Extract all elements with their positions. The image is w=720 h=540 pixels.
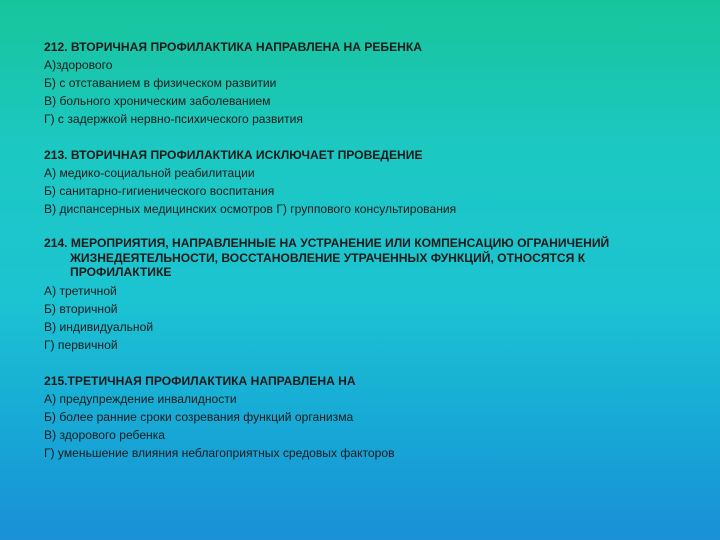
question-212 xyxy=(44,38,684,128)
question-title: 215.ТРЕТИЧНАЯ ПРОФИЛАКТИКА НАПРАВЛЕНА НА xyxy=(44,373,356,388)
answer-option-d: Г) первичной xyxy=(44,337,118,352)
question-213 xyxy=(44,146,684,218)
answer-option-d: Г) с задержкой нервно-психического развития xyxy=(44,112,303,126)
answer-option-c: В) здорового ребенка xyxy=(44,427,166,442)
slide-content xyxy=(44,38,684,480)
answer-option-d: Г) уменьшение влияния неблагоприятных средовых факторов xyxy=(44,445,395,460)
answer-option-a: А) медико-социальной реабилитации xyxy=(44,166,255,180)
question-215 xyxy=(44,372,684,462)
answer-option-b: Б) вторичной xyxy=(44,301,118,316)
answer-option-b: Б) с отставанием в физическом развитии xyxy=(44,76,277,90)
question-title: 212. ВТОРИЧНАЯ ПРОФИЛАКТИКА НАПРАВЛЕНА НА РЕБЕНКА xyxy=(44,40,423,54)
answer-option-a: А) предупреждение инвалидности xyxy=(44,391,237,406)
answer-option-c: В) больного хроническим заболеванием xyxy=(44,94,271,108)
answer-option-a: А) третичной xyxy=(44,283,117,298)
question-title: 214. МЕРОПРИЯТИЯ, НАПРАВЛЕННЫЕ НА УСТРАНЕНИЕ ИЛИ КОМПЕНСАЦИЮ ОГРАНИЧЕНИЙ ЖИЗНЕДЕЯТЕЛЬНОСТИ, ВОССТАНОВЛЕНИЕ УТРАЧЕННЫХ ФУНКЦИЙ, ОТНОСЯТСЯ К ПРОФИЛАКТИКЕ xyxy=(44,236,610,279)
answer-option-c: В) индивидуальной xyxy=(44,319,154,334)
answer-option-a: А)здорового xyxy=(44,58,113,72)
answer-option-c: В) диспансерных медицинских осмотров Г) группового консультирования xyxy=(44,202,457,216)
answer-option-b: Б) более ранние сроки созревания функций организма xyxy=(44,409,354,424)
question-214 xyxy=(44,236,684,354)
question-title: 213. ВТОРИЧНАЯ ПРОФИЛАКТИКА ИСКЛЮЧАЕТ ПРОВЕДЕНИЕ xyxy=(44,148,423,162)
answer-option-b: Б) санитарно-гигиенического воспитания xyxy=(44,184,275,198)
